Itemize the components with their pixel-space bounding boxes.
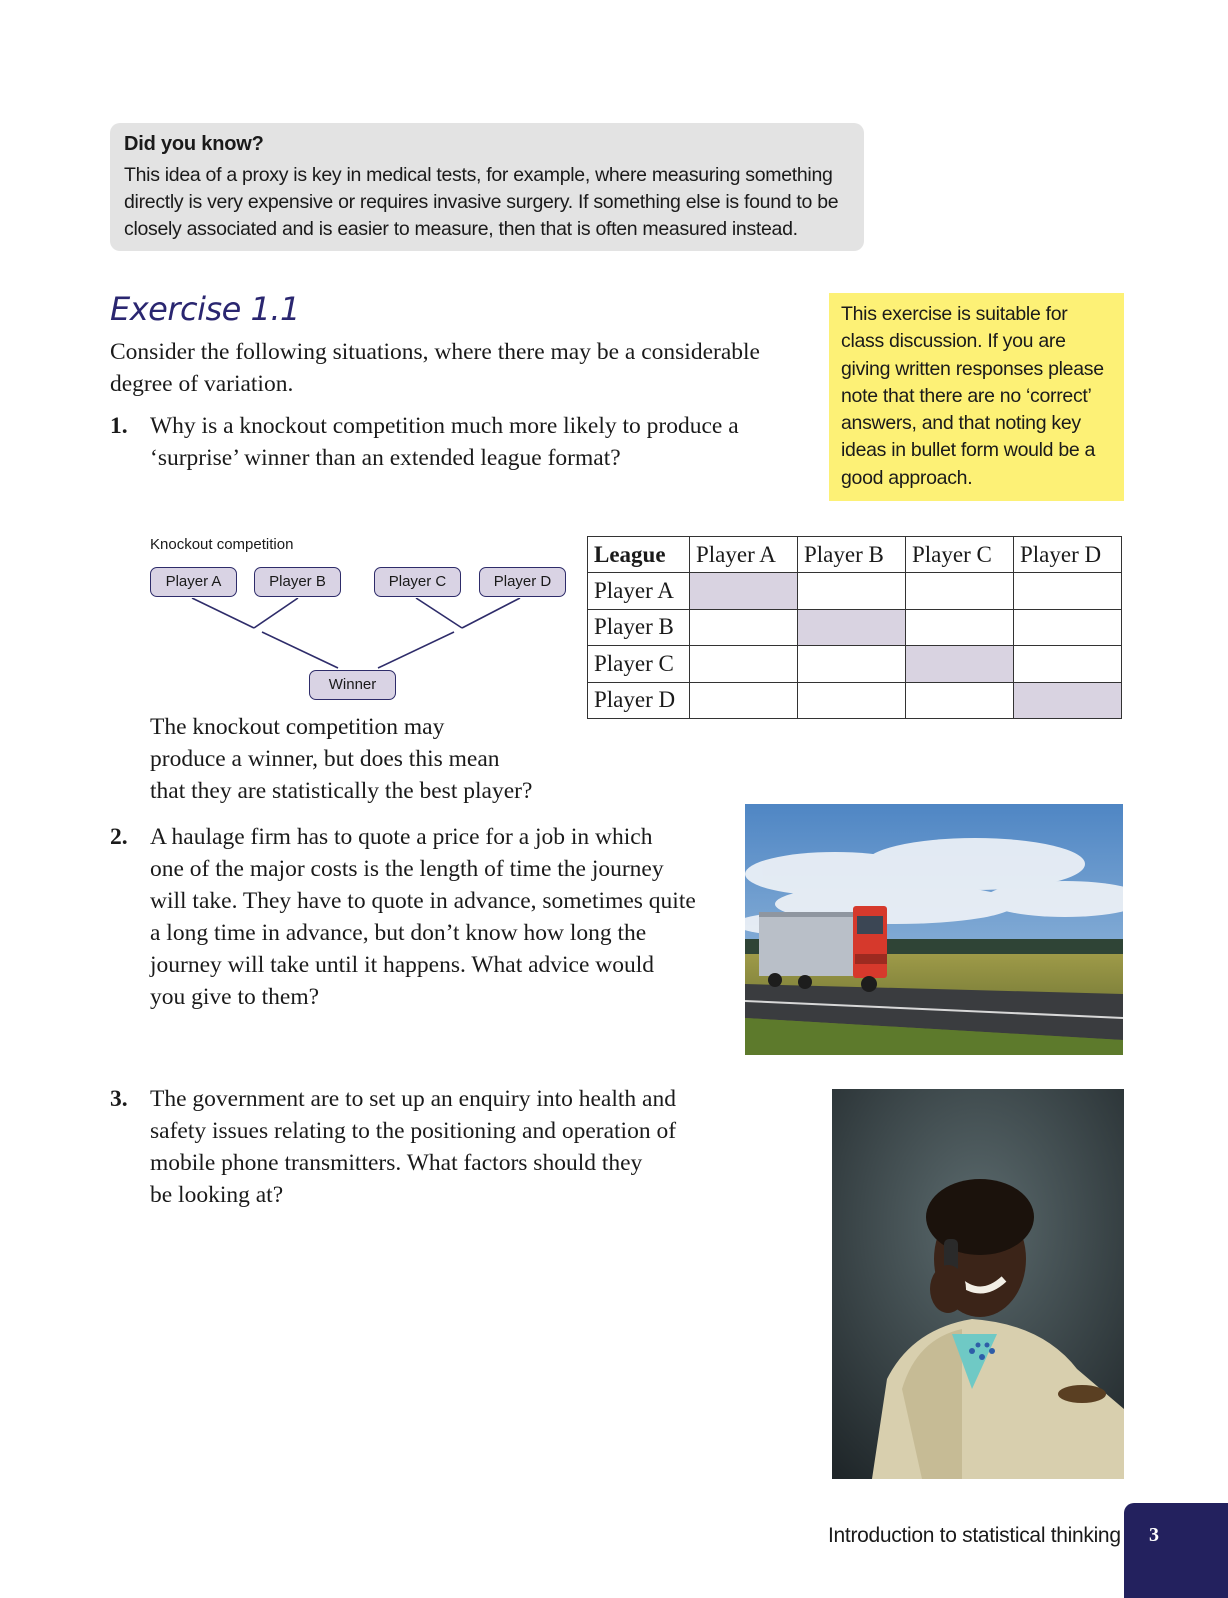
question-1-number: 1.	[110, 413, 128, 439]
did-you-know-line: This idea of a proxy is key in medical tests, for example, where measuring something	[124, 164, 833, 186]
knockout-bracket-lines	[150, 598, 570, 670]
league-cell	[1014, 609, 1122, 645]
question-3-line: mobile phone transmitters. What factors should they	[150, 1150, 643, 1176]
league-cell-shaded	[690, 573, 798, 609]
league-cell-shaded	[1014, 682, 1122, 718]
teacher-note-line: This exercise is suitable for	[841, 303, 1068, 325]
question-2-line: one of the major costs is the length of time the journey	[150, 856, 664, 882]
knockout-question-line: The knockout competition may	[150, 714, 445, 740]
league-cell	[690, 646, 798, 682]
knockout-player-a: Player A	[150, 567, 237, 597]
did-you-know-line: closely associated and is easier to measure, then that is often measured instead.	[124, 218, 798, 240]
league-cell-shaded	[906, 646, 1014, 682]
league-cell	[906, 682, 1014, 718]
league-row-header: Player C	[588, 646, 690, 682]
league-cell-shaded	[798, 609, 906, 645]
knockout-question-line: that they are statistically the best player?	[150, 778, 533, 804]
truck-photo	[745, 804, 1123, 1055]
league-row-header: Player D	[588, 682, 690, 718]
league-cell	[798, 573, 906, 609]
league-col-header: Player B	[798, 537, 906, 573]
league-cell	[798, 682, 906, 718]
question-3-line: safety issues relating to the positioning and operation of	[150, 1118, 677, 1144]
page-number-tab	[1124, 1503, 1228, 1598]
teacher-note-line: note that there are no ‘correct’	[841, 384, 1092, 407]
league-table	[587, 536, 1122, 719]
intro-line: degree of variation.	[110, 371, 294, 397]
league-cell	[690, 609, 798, 645]
teacher-note-line: good approach.	[841, 466, 973, 489]
league-row	[588, 609, 1122, 645]
knockout-question-text	[150, 711, 570, 807]
question-2-number: 2.	[110, 824, 128, 850]
footer-chapter-title: Introduction to statistical thinking	[828, 1524, 1121, 1547]
knockout-player-b: Player B	[254, 567, 341, 597]
knockout-label: Knockout competition	[150, 536, 294, 553]
phone-user-photo	[832, 1089, 1124, 1479]
question-1-line: ‘surprise’ winner than an extended league format?	[150, 445, 621, 471]
league-col-header: Player A	[690, 537, 798, 573]
league-col-header: Player C	[906, 537, 1014, 573]
did-you-know-line: directly is very expensive or requires invasive surgery. If something else is found to be	[124, 191, 839, 213]
league-cell	[690, 682, 798, 718]
teacher-note-line: giving written responses please	[841, 357, 1104, 380]
did-you-know-title: Did you know?	[124, 133, 264, 155]
league-row-header: Player A	[588, 573, 690, 609]
question-3-line: The government are to set up an enquiry into health and	[150, 1086, 676, 1112]
league-row-header: Player B	[588, 609, 690, 645]
question-3-number: 3.	[110, 1086, 128, 1112]
knockout-question-line: produce a winner, but does this mean	[150, 746, 500, 772]
league-col-header: Player D	[1014, 537, 1122, 573]
page-number: 3	[1149, 1524, 1159, 1546]
question-2-text	[150, 821, 730, 1013]
question-1-text	[150, 410, 810, 474]
did-you-know-text	[124, 162, 850, 243]
league-cell	[798, 646, 906, 682]
league-cell	[906, 609, 1014, 645]
knockout-player-c: Player C	[374, 567, 461, 597]
league-cell	[1014, 573, 1122, 609]
league-corner: League	[588, 537, 690, 573]
question-2-line: journey will take until it happens. What advice would	[150, 952, 655, 978]
question-1-line: Why is a knockout competition much more likely to produce a	[150, 413, 739, 439]
teacher-note	[829, 293, 1124, 501]
teacher-note-line: ideas in bullet form would be a	[841, 439, 1096, 462]
teacher-note-line: answers, and that noting key	[841, 412, 1081, 435]
exercise-title: Exercise 1.1	[110, 290, 300, 328]
did-you-know-box	[110, 123, 864, 251]
league-row	[588, 682, 1122, 718]
league-header-row	[588, 537, 1122, 573]
league-cell	[1014, 646, 1122, 682]
league-row	[588, 646, 1122, 682]
league-cell	[906, 573, 1014, 609]
question-3-text	[150, 1083, 730, 1211]
question-2-line: a long time in advance, but don’t know how long the	[150, 920, 647, 946]
question-2-line: you give to them?	[150, 984, 320, 1010]
question-2-line: A haulage firm has to quote a price for a job in which	[150, 824, 653, 850]
teacher-note-line: class discussion. If you are	[841, 330, 1066, 353]
question-3-line: be looking at?	[150, 1182, 284, 1208]
intro-line: Consider the following situations, where there may be a considerable	[110, 339, 760, 365]
exercise-intro	[110, 336, 810, 400]
question-2-line: will take. They have to quote in advance, sometimes quite	[150, 888, 696, 914]
league-row	[588, 573, 1122, 609]
knockout-player-d: Player D	[479, 567, 566, 597]
knockout-winner: Winner	[309, 670, 396, 700]
